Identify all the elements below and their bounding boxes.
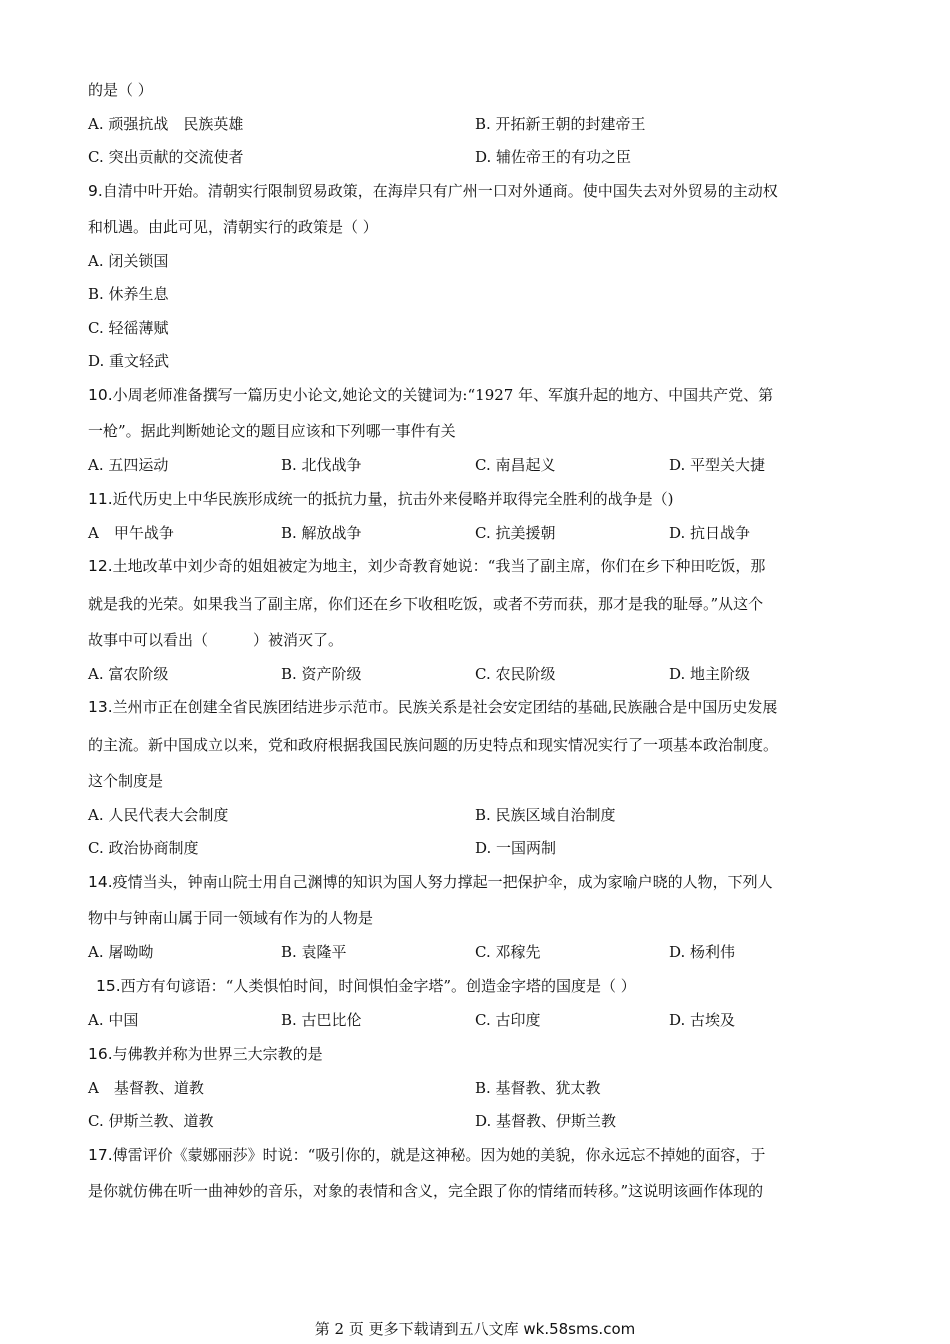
question-12 [88,556,765,576]
q9-option-a: A. 闭关锁国 [88,252,169,270]
question-number: 9. [88,182,103,200]
q8-option-d: D. 辅佐帝王的有功之臣 [475,148,632,166]
question-14 [88,872,773,892]
q11-option-c: C. 抗美援朝 [475,524,556,542]
question-10 [88,385,773,405]
q14-option-d: D. 杨利伟 [669,943,736,961]
question-9 [88,181,778,201]
q8-option-c: C. 突出贡献的交流使者 [88,148,244,166]
question-number: 15. [96,977,121,995]
q12-option-c: C. 农民阶级 [475,665,556,683]
q12-option-d: D. 地主阶级 [669,665,751,683]
q14-option-c: C. 邓稼先 [475,943,541,961]
question-17-line-2: 是你就仿佛在听一曲神妙的音乐，对象的表情和含义，完全跟了你的情绪而转移。”这说明该画作体现的 [88,1182,764,1200]
q13-option-b: B. 民族区域自治制度 [475,806,616,824]
q15-option-b: B. 古巴比伦 [281,1011,362,1029]
question-text: 傅雷评价《蒙娜丽莎》时说：“吸引你的，就是这神秘。因为她的美貌，你永远忘不掉她的面容，于 [112,1146,766,1164]
question-number: 13. [88,698,113,716]
question-text: 土地改革中刘少奇的姐姐被定为地主，刘少奇教育她说：“我当了副主席，你们在乡下种田吃饭，那 [112,557,766,575]
question-14-line-2: 物中与钟南山属于同一领域有作为的人物是 [88,909,374,927]
question-text: 近代历史上中华民族形成统一的抵抗力量，抗击外来侵略并取得完全胜利的战争是（) [112,490,674,508]
question-12-line-2: 就是我的光荣。如果我当了副主席，你们还在乡下收租吃饭，或者不劳而获，那才是我的耻辱。”从这个 [88,595,764,613]
q8-option-a: A. 顽强抗战 民族英雄 [88,115,244,133]
q10-option-c: C. 南昌起义 [475,456,556,474]
footer-link[interactable]: wk.58sms.com [523,1320,636,1338]
question-number: 11. [88,490,113,508]
q15-option-d: D. 古埃及 [669,1011,736,1029]
question-number: 16. [88,1045,113,1063]
q16-option-b: B. 基督教、犹太教 [475,1079,601,1097]
question-number: 14. [88,873,113,891]
q9-option-c: C. 轻徭薄赋 [88,319,169,337]
question-text: 西方有句谚语：“人类惧怕时间，时间惧怕金字塔”。创造金字塔的国度是（ ） [120,977,636,995]
q11-option-d: D. 抗日战争 [669,524,751,542]
q16-option-d: D. 基督教、伊斯兰教 [475,1112,617,1130]
q13-option-d: D. 一国两制 [475,839,557,857]
question-13-line-2: 的主流。新中国成立以来，党和政府根据我国民族问题的历史特点和现实情况实行了一项基本政治制度。 [88,736,779,754]
q10-option-a: A. 五四运动 [88,456,169,474]
question-text: 兰州市正在创建全省民族团结进步示范市。民族关系是社会安定团结的基础,民族融合是中国历史发展 [112,698,778,716]
question-15 [96,976,636,996]
question-16 [88,1044,323,1064]
question-text: 与佛教并称为世界三大宗教的是 [112,1045,323,1063]
question-number: 12. [88,557,113,575]
q11-option-b: B. 解放战争 [281,524,362,542]
question-text: 疫情当头，钟南山院士用自己渊博的知识为国人努力撑起一把保护伞，成为家喻户晓的人物，下列人 [112,873,773,891]
question-9-line-2: 和机遇。由此可见，清朝实行的政策是（ ） [88,218,378,236]
q10-option-d: D. 平型关大捷 [669,456,766,474]
q15-option-a: A. 中国 [88,1011,139,1029]
q14-option-b: B. 袁隆平 [281,943,347,961]
q12-option-a: A. 富农阶级 [88,665,169,683]
question-number: 17. [88,1146,113,1164]
question-10-line-2: 一枪”。据此判断她论文的题目应该和下列哪一事件有关 [88,422,456,440]
page-footer [0,1319,950,1339]
question-text: 小周老师准备撰写一篇历史小论文,她论文的关键词为:“1927 年、军旗升起的地方、中国共产党、第 [112,386,774,404]
q8-option-b: B. 开拓新王朝的封建帝王 [475,115,646,133]
q16-option-c: C. 伊斯兰教、道教 [88,1112,214,1130]
q14-option-a: A. 屠呦呦 [88,943,154,961]
q11-option-a: A 甲午战争 [88,524,174,542]
question-13 [88,697,777,717]
question-12-line-3: 故事中可以看出（ ）被消灭了。 [88,631,344,649]
q13-option-a: A. 人民代表大会制度 [88,806,229,824]
footer-text: 第 2 页 更多下载请到五八文库 [314,1320,524,1338]
q13-option-c: C. 政治协商制度 [88,839,199,857]
question-number: 10. [88,386,113,404]
question-11 [88,489,674,509]
q9-option-b: B. 休养生息 [88,285,169,303]
q15-option-c: C. 古印度 [475,1011,541,1029]
q16-option-a: A 基督教、道教 [88,1079,204,1097]
question-13-line-3: 这个制度是 [88,772,164,790]
question-8-stem-end: 的是（ ） [88,81,153,99]
q12-option-b: B. 资产阶级 [281,665,362,683]
q10-option-b: B. 北伐战争 [281,456,362,474]
question-text: 自清中叶开始。清朝实行限制贸易政策，在海岸只有广州一口对外通商。使中国失去对外贸易的主动权 [102,182,778,200]
q9-option-d: D. 重文轻武 [88,352,170,370]
question-17 [88,1145,765,1165]
